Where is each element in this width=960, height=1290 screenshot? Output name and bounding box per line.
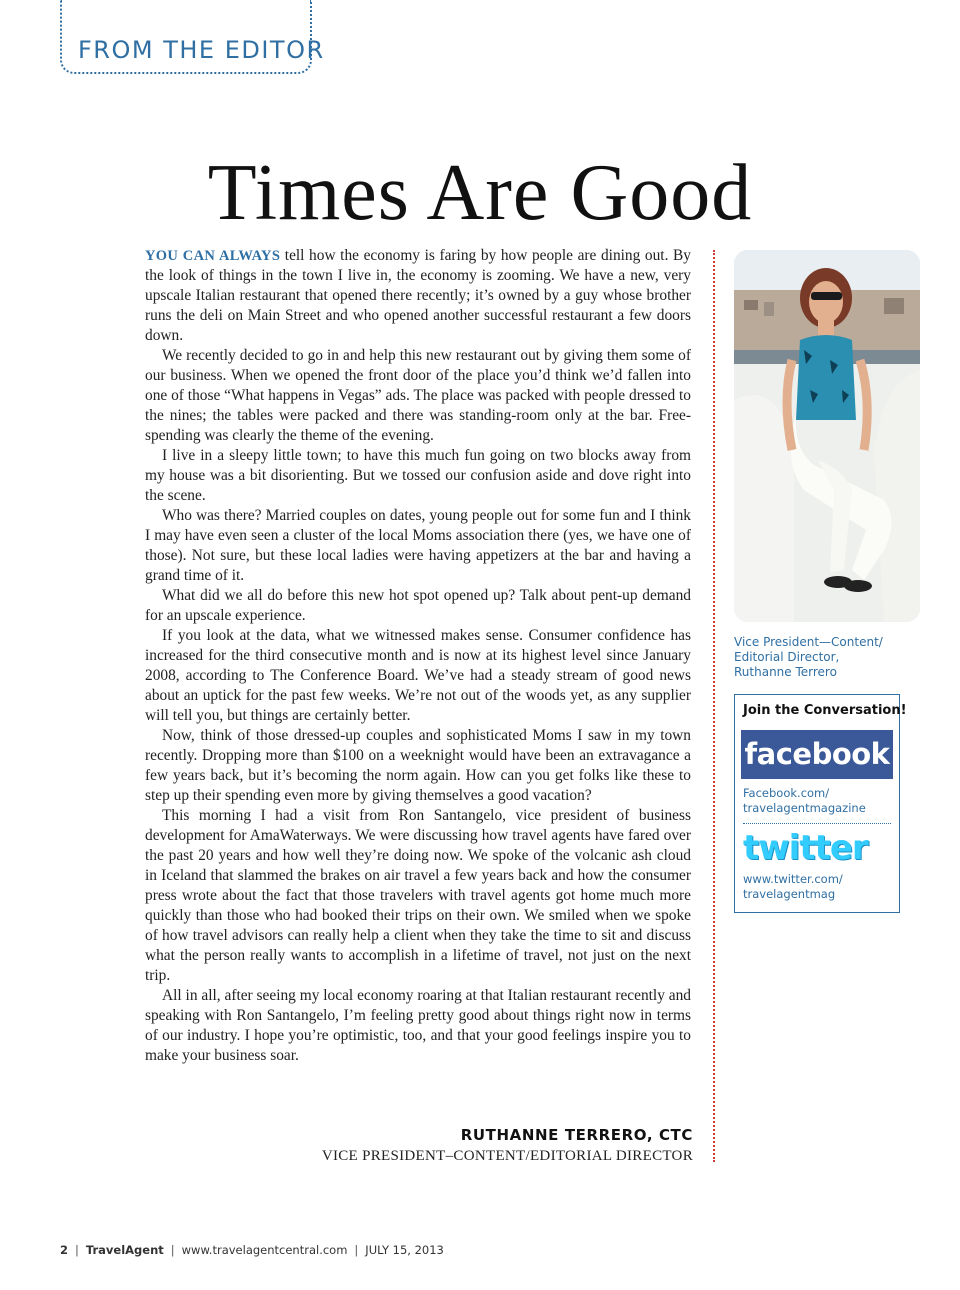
footer-url[interactable]: www.travelagentcentral.com (181, 1243, 348, 1257)
social-box (734, 694, 907, 913)
caption-line: Vice President—Content/ (734, 635, 883, 649)
social-heading: Join the Conversation! (743, 703, 907, 718)
article-paragraph: This morning I had a visit from Ron Santangelo, vice president of business development for AmaWaterways. We were discussing how travel agents have fared over the past 20 years and how well they’re doing now. We spoke of the volcanic ash cloud in Iceland that slammed the brakes on air travel a few years back and how the consumer press wrote about the fact that those travelers with travel agents got home much more quickly than those who had booked their trips on their own. We smiled when we spoke of how travel advisors can really help a client when they take the time to sit and discuss what the person really wants to accomplish in a lifetime of travel, not just on the next trip. (145, 807, 691, 984)
footer-date: JULY 15, 2013 (365, 1243, 444, 1257)
footer-separator: | (75, 1243, 79, 1257)
footer-brand: TravelAgent (85, 1243, 164, 1257)
facebook-link-line: travelagentmagazine (743, 801, 866, 815)
lead-in: YOU CAN ALWAYS (145, 248, 281, 264)
column-divider (713, 250, 715, 1162)
article-paragraph: What did we all do before this new hot spot opened up? Talk about pent-up demand for an upscale experience. (145, 587, 691, 624)
article-paragraph: Now, think of those dressed-up couples and sophisticated Moms I saw in my town recently. Dropping more than $100 on a weeknight would have been an extravagance a few years back, but it’s becoming the norm again. How can you get folks like these to step up their spending even more by giving themselves a good vacation? (145, 727, 691, 804)
editor-photo (734, 250, 920, 622)
facebook-link-line: Facebook.com/ (743, 786, 830, 800)
section-label: FROM THE EDITOR (78, 36, 325, 64)
twitter-logo[interactable]: twitter (743, 828, 868, 868)
article-paragraph: All in all, after seeing my local economy roaring at that Italian restaurant recently and speaking with Ron Santangelo, I’m feeling pretty good about things right now in terms of our industry. I hope you’re optimistic, too, and that your good feelings inspire you to make your business soar. (145, 987, 691, 1064)
author-name: RUTHANNE TERRERO, CTC (460, 1126, 693, 1144)
facebook-logo[interactable]: facebook (741, 730, 893, 779)
page-footer (60, 1243, 444, 1257)
twitter-link[interactable] (743, 872, 843, 902)
editor-photo-illustration (734, 250, 920, 622)
photo-caption (734, 635, 920, 680)
first-paragraph-text: tell how the economy is faring by how people are dining out. By the look of things in the town I live in, the economy is zooming. We have a new, very upscale Italian restaurant that opened there recently; it’s owned by a guy whose brother runs the deli on Main Street and who opened another successful restaurant a few doors down. (145, 247, 691, 344)
signature (322, 1126, 693, 1165)
caption-line: Editorial Director, (734, 650, 840, 664)
footer-separator: | (354, 1243, 359, 1257)
article-paragraph: We recently decided to go in and help this new restaurant out by giving them some of our business. When we opened the front door of the place you’d think we’d fallen into one of those “What happens in Vegas” ads. The place was packed with people dressed to the nines; the tables were packed and there was standing-room only at the bar. Free-spending was clearly the theme of the evening. (145, 347, 691, 444)
page-number: 2 (60, 1243, 69, 1257)
article-paragraph: Who was there? Married couples on dates, young people out for some fun and I think I may have even seen a cluster of the local Moms association there (yes, we have one of those). Not sure, but these local ladies were having appetizers at the bar and having a grand time of it. (145, 507, 691, 584)
footer-separator: | (170, 1243, 175, 1257)
article-body (145, 246, 691, 1066)
facebook-link[interactable] (743, 786, 866, 816)
article-paragraph (145, 246, 691, 346)
article-paragraph: I live in a sleepy little town; to have this much fun going on two blocks away from my house was a bit disorienting. But we tossed our confusion aside and dove right into the scene. (145, 447, 691, 504)
caption-line: Ruthanne Terrero (734, 665, 837, 679)
headline: Times Are Good (207, 149, 753, 237)
twitter-link-line: travelagentmag (743, 887, 836, 901)
twitter-link-line: www.twitter.com/ (743, 872, 843, 886)
social-separator (743, 823, 891, 824)
author-title: VICE PRESIDENT–CONTENT/EDITORIAL DIRECTOR (321, 1148, 693, 1164)
section-tab (60, 0, 325, 74)
article-paragraph: If you look at the data, what we witnessed makes sense. Consumer confidence has increased for the third consecutive month and is now at its highest level since January 2008, according to The Conference Board. We’ve had a steady stream of good news about an uptick for the past few weeks. We’re not out of the woods yet, as any supplier will tell you, but things are certainly better. (145, 627, 691, 724)
